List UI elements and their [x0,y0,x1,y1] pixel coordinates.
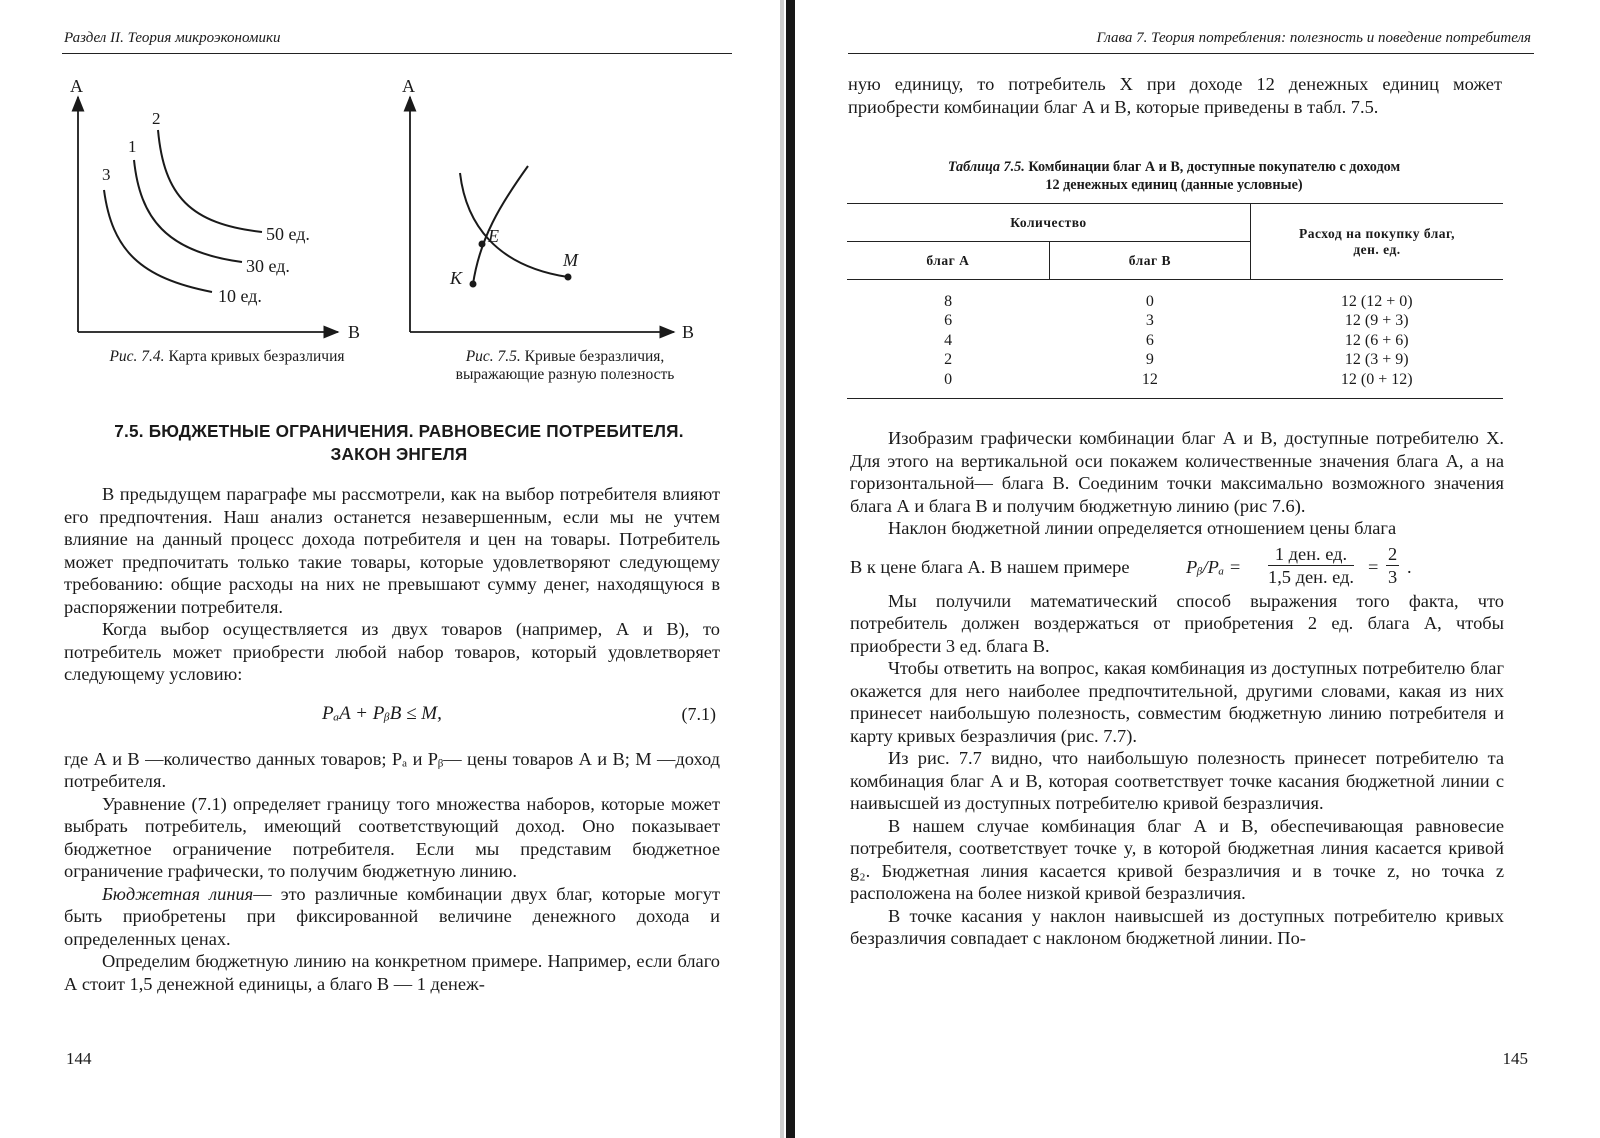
running-head: Глава 7. Теория потребления: полезность и поведение потребителя [1096,30,1531,46]
curve-label-30: 30 ед. [246,256,290,276]
paragraph: Наклон бюджетной линии определяется отношением цены блага [888,518,1397,538]
curve-number-1: 1 [128,137,137,156]
price-ratio: Pᵦ/Pₐ = [1186,556,1242,577]
definition-paragraph [64,883,720,951]
caption-number: Рис. 7.4. [109,348,165,365]
section-title [60,420,738,466]
table-caption [848,158,1500,194]
table-row [847,331,1503,351]
cell-goods-b: 9 [1145,351,1154,369]
figure-7-5-caption [420,348,710,384]
point-m-label: M [563,250,578,270]
paragraph: Из рис. 7.7 видно, что наибольшую полезность принесет потребителю та комбинация благ А и В, которая соответствует точке касания бюджетной линии с наивысшей из доступных потребителю кривой безразличия. [850,748,1504,813]
table-row [847,280,1503,312]
right-body-text [850,427,1504,950]
right-intro-text [848,73,1502,118]
cell-goods-a: 4 [944,331,953,349]
period: . [1407,556,1412,577]
indifference-curve-3 [104,190,212,292]
fraction-money [1268,544,1354,588]
point-e-label: E [488,226,499,246]
table-7-5 [847,203,1503,399]
paragraph: Когда выбор осуществляется из двух товаров (например, А и В), то потребитель может приобрести любой набор товаров, который удовлетворяет следующему условию: [64,619,720,684]
header-goods-b: благ В [1049,242,1250,280]
formula-7-1 [64,686,720,748]
section-title-line2: ЗАКОН ЭНГЕЛЯ [330,444,468,465]
point-k-label: K [450,268,463,288]
table-row [847,312,1503,332]
cell-spend: 12 (9 + 3) [1344,312,1409,330]
header-spend-line2: ден. ед. [1353,241,1401,257]
fig74-x-label: B [348,322,361,342]
figure-7-5 [402,76,694,342]
paragraph: В нашем случае комбинация благ А и В, обеспечивающая равновесие потребителя, соответствует точке y, в которой бюджетная линия касается кривой g₂. Бюджетная линия касается кривой безразличия и в точке z, но точка z расположена на более низкой кривой безразличия. [850,815,1504,903]
table-caption-line2: 12 денежных единиц (данные условные) [1045,177,1303,193]
cell-spend: 12 (12 + 0) [1340,292,1413,310]
formula-number: (7.1) [681,703,716,724]
paragraph: Мы получили математический способ выражения того факта, что потребитель должен воздержаться от приобретения 2 ед. блага А, чтобы приобрести 3 ед. блага В. [850,590,1504,656]
slope-formula [850,540,1504,590]
fig75-x-label: B [682,322,695,342]
header-goods-a: благ А [847,242,1049,280]
fraction-denominator: 3 [1388,566,1398,587]
caption-text-line2: выражающие разную полезность [455,365,675,383]
page-gutter-shadow [780,0,784,1138]
equals-sign: = [1368,556,1379,577]
header-spend-line1: Расход на покупку благ, [1298,225,1456,241]
cell-goods-b: 6 [1145,331,1154,349]
paragraph: В точке касания y наклон наивысшей из доступных потребителю кривых безразличия совпадает с наклоном бюджетной линии. По- [850,905,1504,948]
paragraph: Чтобы ответить на вопрос, какая комбинация из доступных потребителю благ окажется для него наиболее предпочтительной, другими словами, какая из них принесет наибольшую полезность, совместим бюджетную линию потребителя и карту кривых безразличия (рис. 7.7). [850,658,1504,746]
figures-panel [0,60,780,360]
fig75-rising-curve [473,166,528,284]
cell-spend: 12 (6 + 6) [1344,331,1409,349]
curve-number-3: 3 [102,165,111,184]
curve-number-2: 2 [152,109,161,128]
point-k-marker [470,281,477,288]
point-e-marker [479,241,486,248]
paragraph: Изобразим графически комбинации благ А и В, доступные потребителю X. Для этого на вертикальной оси покажем количественные значения блага А, а на горизонтальной— блага В. Соединим точки максимально возможного значения блага А и блага В и получим бюджетную линию (рис 7.6). [850,428,1504,516]
header-rule [62,53,732,54]
cell-spend: 12 (3 + 9) [1344,351,1409,369]
page-number: 144 [66,1049,92,1068]
formula: PₐA + PᵦB ≤ M, [322,702,442,724]
table-caption-label: Таблица 7.5. [947,159,1025,175]
paragraph: где А и В —количество данных товаров; Pₐ и Pᵦ— цены товаров А и В; М —доход потребителя. [64,748,720,791]
point-m-marker [565,274,572,281]
table-row [847,370,1503,398]
cell-goods-a: 0 [847,370,1049,398]
cell-goods-b: 0 [1145,292,1154,310]
fraction-numerator: 2 [1388,543,1398,564]
paragraph: Уравнение (7.1) определяет границу того множества наборов, которые может выбрать потребитель, имеющий соответствующий доход. Оно показывает бюджетное ограничение потребителя. Если мы представим бюджетное ограничение графически, то получим бюджетную линию. [64,793,720,881]
cell-goods-b: 3 [1145,312,1154,330]
page-number: 145 [1502,1049,1528,1068]
right-page [800,0,1600,1138]
fig75-y-label: A [402,76,415,96]
cell-goods-a: 8 [944,292,953,310]
fig74-y-label: A [70,76,83,96]
figure-7-4 [70,76,360,342]
paragraph: В предыдущем параграфе мы рассмотрели, как на выбор потребителя влияют его предпочтения. Наш анализ останется незавершенным, если мы не учтем влияние на данный процесс дохода потребителя и цен на товары. Потребитель может предпочитать только такие товары, которые удовлетворяют следующему требованию: общие расходы на них не превышают сумму денег, находящуюся в распоряжении потребителя. [64,484,720,617]
book-spine [786,0,795,1138]
paragraph: Определим бюджетную линию на конкретном примере. Например, если благо А стоит 1,5 денежной единицы, а благо В — 1 денеж- [64,951,720,994]
indifference-curve-2 [158,130,262,232]
fraction-numerator: 1 ден. ед. [1268,544,1354,566]
table-body [847,280,1503,399]
table-row [847,351,1503,371]
curve-label-50: 50 ед. [266,224,310,244]
fraction-denominator: 1,5 ден. ед. [1268,566,1355,587]
indifference-curve-1 [134,160,242,262]
section-title-line1: 7.5. БЮДЖЕТНЫЕ ОГРАНИЧЕНИЯ. РАВНОВЕСИЕ ПОТРЕБИТЕЛЯ. [114,421,684,441]
left-body-text [64,483,720,995]
cell-goods-a: 6 [944,312,953,330]
cell-goods-a: 2 [944,351,953,369]
table-caption-text: Комбинации благ А и В, доступные покупателю с доходом [1028,159,1401,175]
cell-goods-b: 12 [1049,370,1250,398]
left-page [0,0,780,1138]
curve-label-10: 10 ед. [218,286,262,306]
cell-spend: 12 (0 + 12) [1251,370,1504,398]
running-head: Раздел II. Теория микроэкономики [64,30,281,46]
figure-7-4-caption [72,348,382,366]
header-spend [1251,204,1504,280]
caption-number: Рис. 7.5. [465,348,521,365]
definition-text: — это различные комбинации двух благ, которые могут быть приобретены при фиксированной величине денежного дохода и определенных ценах. [64,883,720,949]
caption-text: Кривые безразличия, [524,348,665,365]
caption-text: Карта кривых безразличия [168,348,345,365]
defined-term: Бюджетная линия [102,883,254,904]
paragraph: ную единицу, то потребитель X при доходе 12 денежных единиц может приобрести комбинации благ А и В, которые приведены в табл. 7.5. [848,74,1502,117]
header-rule [848,53,1534,54]
fraction-two-thirds [1386,544,1399,588]
header-quantity: Количество [847,204,1251,242]
formula-lead-text: В к цене блага А. В нашем примере [850,556,1130,577]
fig75-indifference-curve [460,173,568,277]
